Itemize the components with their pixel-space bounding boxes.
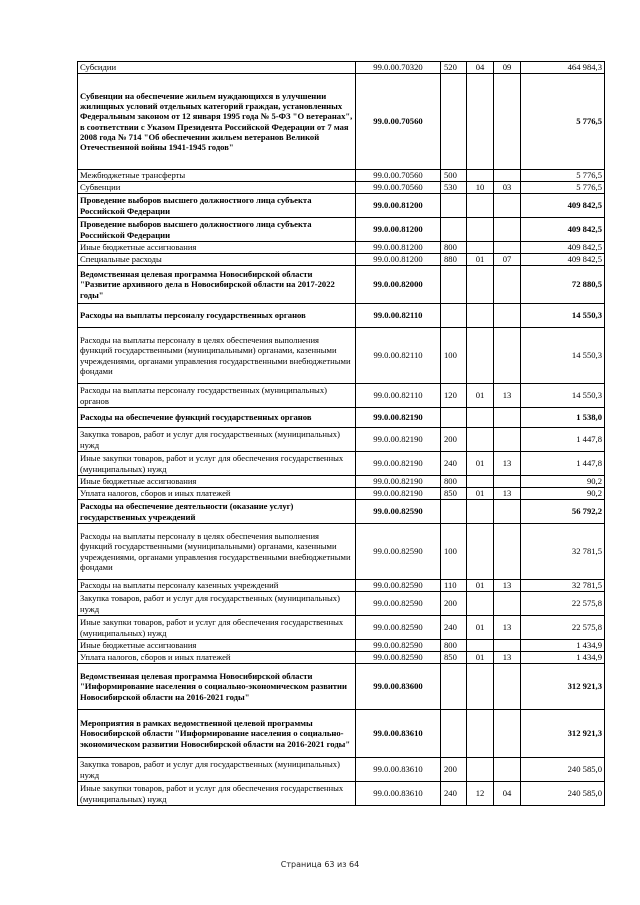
row-sum-cell: 90,2 bbox=[521, 488, 605, 500]
row-pr-cell bbox=[494, 524, 521, 580]
row-sum-cell: 14 550,3 bbox=[521, 304, 605, 328]
row-vr-cell bbox=[441, 194, 467, 218]
row-sum-cell: 1 434,9 bbox=[521, 640, 605, 652]
row-pr-cell bbox=[494, 500, 521, 524]
row-csr-cell: 99.0.00.82590 bbox=[356, 652, 441, 664]
row-name-cell: Специальные расходы bbox=[78, 254, 356, 266]
row-vr-cell: 850 bbox=[441, 488, 467, 500]
row-name-cell: Иные бюджетные ассигнования bbox=[78, 476, 356, 488]
row-csr-cell: 99.0.00.82000 bbox=[356, 266, 441, 304]
row-csr-cell: 99.0.00.70560 bbox=[356, 182, 441, 194]
table-row bbox=[78, 62, 605, 74]
row-rz-cell bbox=[467, 758, 494, 782]
table-row bbox=[78, 194, 605, 218]
row-name-cell: Расходы на выплаты персоналу государственных (муниципальных) органов bbox=[78, 384, 356, 408]
row-pr-cell: 07 bbox=[494, 254, 521, 266]
row-name-cell: Мероприятия в рамках ведомственной целевой программы Новосибирской области "Информирование населения о социально-экономическом развитии Новосибирской области на 2016-2021 годы" bbox=[78, 710, 356, 758]
row-rz-cell bbox=[467, 74, 494, 170]
row-vr-cell: 200 bbox=[441, 592, 467, 616]
row-vr-cell: 200 bbox=[441, 758, 467, 782]
row-csr-cell: 99.0.00.82590 bbox=[356, 640, 441, 652]
row-name-cell: Расходы на выплаты персоналу в целях обеспечения выполнения функций государственными (муниципальными) органами, казенными учреждениями, органами управления государственными внебюджетными фондами bbox=[78, 328, 356, 384]
row-csr-cell: 99.0.00.81200 bbox=[356, 254, 441, 266]
table-row bbox=[78, 328, 605, 384]
row-name-cell: Субвенции bbox=[78, 182, 356, 194]
row-sum-cell: 240 585,0 bbox=[521, 782, 605, 806]
row-sum-cell: 22 575,8 bbox=[521, 616, 605, 640]
row-pr-cell bbox=[494, 218, 521, 242]
row-sum-cell: 409 842,5 bbox=[521, 218, 605, 242]
row-pr-cell bbox=[494, 408, 521, 428]
row-pr-cell bbox=[494, 194, 521, 218]
table-row bbox=[78, 524, 605, 580]
row-rz-cell: 01 bbox=[467, 580, 494, 592]
row-sum-cell: 312 921,3 bbox=[521, 664, 605, 710]
row-csr-cell: 99.0.00.83610 bbox=[356, 710, 441, 758]
row-name-cell: Ведомственная целевая программа Новосибирской области "Информирование населения о социально-экономическом развитии Новосибирской области на 2016-2021 годы" bbox=[78, 664, 356, 710]
table-row bbox=[78, 488, 605, 500]
row-rz-cell bbox=[467, 408, 494, 428]
row-csr-cell: 99.0.00.70320 bbox=[356, 62, 441, 74]
budget-table bbox=[77, 61, 605, 806]
row-pr-cell bbox=[494, 170, 521, 182]
row-name-cell: Расходы на обеспечение деятельности (оказание услуг) государственных учреждений bbox=[78, 500, 356, 524]
row-sum-cell: 32 781,5 bbox=[521, 524, 605, 580]
row-sum-cell: 14 550,3 bbox=[521, 328, 605, 384]
row-name-cell: Расходы на выплаты персоналу в целях обеспечения выполнения функций государственными (муниципальными) органами, казенными учреждениями, органами управления государственными внебюджетными фондами bbox=[78, 524, 356, 580]
row-csr-cell: 99.0.00.82190 bbox=[356, 428, 441, 452]
row-csr-cell: 99.0.00.82190 bbox=[356, 476, 441, 488]
row-sum-cell: 1 434,9 bbox=[521, 652, 605, 664]
row-name-cell: Иные закупки товаров, работ и услуг для обеспечения государственных (муниципальных) нужд bbox=[78, 452, 356, 476]
row-name-cell: Расходы на выплаты персоналу казенных учреждений bbox=[78, 580, 356, 592]
row-vr-cell bbox=[441, 710, 467, 758]
table-row bbox=[78, 580, 605, 592]
row-vr-cell: 520 bbox=[441, 62, 467, 74]
row-pr-cell bbox=[494, 640, 521, 652]
row-name-cell: Проведение выборов высшего должностного лица субъекта Российской Федерации bbox=[78, 194, 356, 218]
row-pr-cell: 13 bbox=[494, 580, 521, 592]
row-sum-cell: 56 792,2 bbox=[521, 500, 605, 524]
row-pr-cell bbox=[494, 476, 521, 488]
row-name-cell: Иные закупки товаров, работ и услуг для обеспечения государственных (муниципальных) нужд bbox=[78, 782, 356, 806]
row-sum-cell: 32 781,5 bbox=[521, 580, 605, 592]
row-vr-cell: 800 bbox=[441, 476, 467, 488]
row-rz-cell bbox=[467, 640, 494, 652]
row-rz-cell: 01 bbox=[467, 652, 494, 664]
row-vr-cell bbox=[441, 218, 467, 242]
row-name-cell: Ведомственная целевая программа Новосибирской области "Развитие архивного дела в Новосибирской области на 2017-2022 годы" bbox=[78, 266, 356, 304]
row-rz-cell bbox=[467, 500, 494, 524]
row-sum-cell: 14 550,3 bbox=[521, 384, 605, 408]
row-csr-cell: 99.0.00.82590 bbox=[356, 580, 441, 592]
row-csr-cell: 99.0.00.83610 bbox=[356, 782, 441, 806]
row-vr-cell: 530 bbox=[441, 182, 467, 194]
table-row bbox=[78, 592, 605, 616]
row-pr-cell: 03 bbox=[494, 182, 521, 194]
row-name-cell: Проведение выборов высшего должностного лица субъекта Российской Федерации bbox=[78, 218, 356, 242]
row-csr-cell: 99.0.00.70560 bbox=[356, 170, 441, 182]
table-row bbox=[78, 640, 605, 652]
row-sum-cell: 1 538,0 bbox=[521, 408, 605, 428]
row-sum-cell: 5 776,5 bbox=[521, 74, 605, 170]
table-row bbox=[78, 182, 605, 194]
row-pr-cell bbox=[494, 758, 521, 782]
row-sum-cell: 464 984,3 bbox=[521, 62, 605, 74]
row-rz-cell bbox=[467, 170, 494, 182]
table-row bbox=[78, 304, 605, 328]
row-name-cell: Закупка товаров, работ и услуг для государственных (муниципальных) нужд bbox=[78, 428, 356, 452]
row-rz-cell: 01 bbox=[467, 254, 494, 266]
row-csr-cell: 99.0.00.81200 bbox=[356, 242, 441, 254]
row-rz-cell bbox=[467, 304, 494, 328]
row-csr-cell: 99.0.00.83600 bbox=[356, 664, 441, 710]
row-name-cell: Уплата налогов, сборов и иных платежей bbox=[78, 488, 356, 500]
table-row bbox=[78, 170, 605, 182]
row-sum-cell: 1 447,8 bbox=[521, 452, 605, 476]
table-row bbox=[78, 242, 605, 254]
row-name-cell: Закупка товаров, работ и услуг для государственных (муниципальных) нужд bbox=[78, 758, 356, 782]
table-row bbox=[78, 452, 605, 476]
row-rz-cell bbox=[467, 710, 494, 758]
row-rz-cell bbox=[467, 194, 494, 218]
row-pr-cell bbox=[494, 664, 521, 710]
row-name-cell: Уплата налогов, сборов и иных платежей bbox=[78, 652, 356, 664]
budget-table-body bbox=[78, 62, 605, 806]
row-vr-cell: 850 bbox=[441, 652, 467, 664]
row-csr-cell: 99.0.00.82110 bbox=[356, 384, 441, 408]
row-vr-cell: 110 bbox=[441, 580, 467, 592]
row-rz-cell: 12 bbox=[467, 782, 494, 806]
table-row bbox=[78, 652, 605, 664]
row-pr-cell: 04 bbox=[494, 782, 521, 806]
row-name-cell: Закупка товаров, работ и услуг для государственных (муниципальных) нужд bbox=[78, 592, 356, 616]
row-csr-cell: 99.0.00.82590 bbox=[356, 500, 441, 524]
row-pr-cell: 13 bbox=[494, 652, 521, 664]
row-pr-cell: 13 bbox=[494, 488, 521, 500]
row-vr-cell: 120 bbox=[441, 384, 467, 408]
row-vr-cell bbox=[441, 304, 467, 328]
row-csr-cell: 99.0.00.82590 bbox=[356, 524, 441, 580]
table-row bbox=[78, 616, 605, 640]
table-row bbox=[78, 476, 605, 488]
row-rz-cell bbox=[467, 218, 494, 242]
row-sum-cell: 72 880,5 bbox=[521, 266, 605, 304]
row-csr-cell: 99.0.00.81200 bbox=[356, 218, 441, 242]
row-name-cell: Иные закупки товаров, работ и услуг для обеспечения государственных (муниципальных) нужд bbox=[78, 616, 356, 640]
row-rz-cell: 10 bbox=[467, 182, 494, 194]
row-vr-cell: 100 bbox=[441, 328, 467, 384]
table-row bbox=[78, 74, 605, 170]
row-pr-cell: 13 bbox=[494, 384, 521, 408]
row-pr-cell bbox=[494, 592, 521, 616]
row-sum-cell: 1 447,8 bbox=[521, 428, 605, 452]
row-rz-cell: 01 bbox=[467, 616, 494, 640]
row-csr-cell: 99.0.00.82110 bbox=[356, 304, 441, 328]
row-sum-cell: 90,2 bbox=[521, 476, 605, 488]
row-name-cell: Межбюджетные трансферты bbox=[78, 170, 356, 182]
row-pr-cell: 09 bbox=[494, 62, 521, 74]
row-sum-cell: 409 842,5 bbox=[521, 194, 605, 218]
table-row bbox=[78, 266, 605, 304]
row-csr-cell: 99.0.00.82590 bbox=[356, 592, 441, 616]
row-name-cell: Расходы на обеспечение функций государственных органов bbox=[78, 408, 356, 428]
row-sum-cell: 312 921,3 bbox=[521, 710, 605, 758]
row-vr-cell: 500 bbox=[441, 170, 467, 182]
table-row bbox=[78, 408, 605, 428]
row-sum-cell: 409 842,5 bbox=[521, 254, 605, 266]
table-row bbox=[78, 428, 605, 452]
row-csr-cell: 99.0.00.82190 bbox=[356, 452, 441, 476]
row-name-cell: Субсидии bbox=[78, 62, 356, 74]
row-csr-cell: 99.0.00.82110 bbox=[356, 328, 441, 384]
row-vr-cell: 240 bbox=[441, 616, 467, 640]
row-pr-cell bbox=[494, 266, 521, 304]
row-csr-cell: 99.0.00.83610 bbox=[356, 758, 441, 782]
row-vr-cell bbox=[441, 266, 467, 304]
row-pr-cell bbox=[494, 710, 521, 758]
row-csr-cell: 99.0.00.70560 bbox=[356, 74, 441, 170]
row-rz-cell bbox=[467, 266, 494, 304]
row-vr-cell: 800 bbox=[441, 640, 467, 652]
row-pr-cell bbox=[494, 242, 521, 254]
row-vr-cell bbox=[441, 408, 467, 428]
row-rz-cell: 01 bbox=[467, 452, 494, 476]
row-pr-cell bbox=[494, 74, 521, 170]
row-vr-cell bbox=[441, 664, 467, 710]
table-row bbox=[78, 710, 605, 758]
row-csr-cell: 99.0.00.82190 bbox=[356, 408, 441, 428]
row-rz-cell bbox=[467, 592, 494, 616]
row-pr-cell: 13 bbox=[494, 616, 521, 640]
row-name-cell: Иные бюджетные ассигнования bbox=[78, 640, 356, 652]
table-row bbox=[78, 782, 605, 806]
table-row bbox=[78, 758, 605, 782]
row-sum-cell: 5 776,5 bbox=[521, 170, 605, 182]
row-name-cell: Иные бюджетные ассигнования bbox=[78, 242, 356, 254]
row-csr-cell: 99.0.00.81200 bbox=[356, 194, 441, 218]
row-rz-cell bbox=[467, 664, 494, 710]
table-row bbox=[78, 500, 605, 524]
row-csr-cell: 99.0.00.82590 bbox=[356, 616, 441, 640]
row-csr-cell: 99.0.00.82190 bbox=[356, 488, 441, 500]
row-rz-cell: 01 bbox=[467, 384, 494, 408]
table-row bbox=[78, 254, 605, 266]
page-number: Страница 63 из 64 bbox=[280, 860, 360, 869]
row-pr-cell bbox=[494, 328, 521, 384]
row-name-cell: Расходы на выплаты персоналу государственных органов bbox=[78, 304, 356, 328]
row-vr-cell: 240 bbox=[441, 782, 467, 806]
row-rz-cell bbox=[467, 476, 494, 488]
row-pr-cell bbox=[494, 304, 521, 328]
table-row bbox=[78, 218, 605, 242]
row-rz-cell bbox=[467, 328, 494, 384]
row-vr-cell bbox=[441, 74, 467, 170]
table-row bbox=[78, 384, 605, 408]
row-sum-cell: 22 575,8 bbox=[521, 592, 605, 616]
row-sum-cell: 240 585,0 bbox=[521, 758, 605, 782]
row-rz-cell bbox=[467, 242, 494, 254]
row-vr-cell: 800 bbox=[441, 242, 467, 254]
table-row bbox=[78, 664, 605, 710]
row-sum-cell: 5 776,5 bbox=[521, 182, 605, 194]
row-rz-cell bbox=[467, 524, 494, 580]
row-vr-cell: 100 bbox=[441, 524, 467, 580]
row-name-cell: Субвенции на обеспечение жильем нуждающихся в улучшении жилищных условий отдельных категорий граждан, установленных Федеральным законом от 12 января 1995 года № 5-ФЗ "О ветеранах", в соответствии с Указом Президента Российской Федерации от 7 мая 2008 года № 714 "Об обеспечении жильем ветеранов Великой Отечественной войны 1941-1945 годов" bbox=[78, 74, 356, 170]
row-rz-cell: 04 bbox=[467, 62, 494, 74]
row-vr-cell: 240 bbox=[441, 452, 467, 476]
row-vr-cell bbox=[441, 500, 467, 524]
row-pr-cell bbox=[494, 428, 521, 452]
row-vr-cell: 200 bbox=[441, 428, 467, 452]
row-rz-cell bbox=[467, 428, 494, 452]
row-pr-cell: 13 bbox=[494, 452, 521, 476]
row-vr-cell: 880 bbox=[441, 254, 467, 266]
row-rz-cell: 01 bbox=[467, 488, 494, 500]
row-sum-cell: 409 842,5 bbox=[521, 242, 605, 254]
